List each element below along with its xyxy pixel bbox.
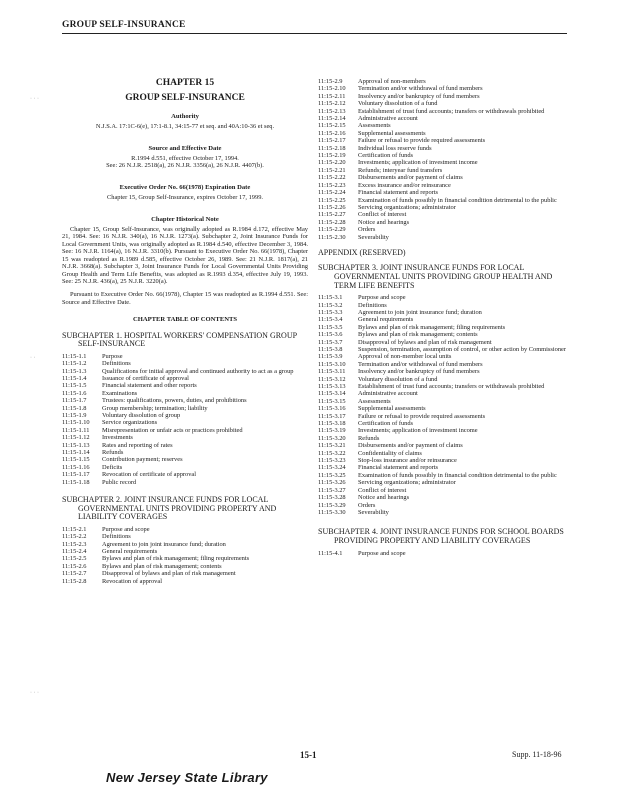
toc-entry	[62, 442, 308, 449]
toc-entry-number: 11:15-3.18	[318, 420, 346, 428]
toc-entry-text: Supplemental assessments	[358, 405, 426, 413]
toc-entry	[62, 555, 308, 562]
toc-entry-text: Establishment of trust fund accounts; transfers or withdrawals prohibited	[358, 107, 545, 115]
toc-entry-text: Insolvency and/or bankruptcy of fund members	[358, 92, 480, 100]
toc-entry-number: 11:15-3.5	[318, 323, 343, 331]
toc-entry	[318, 509, 568, 516]
toc-entry	[318, 204, 568, 211]
toc-entry-text: Examinations	[102, 389, 138, 397]
toc-entry-number: 11:15-1.14	[62, 449, 90, 456]
toc-entry-number: 11:15-2.9	[318, 78, 343, 85]
toc-entry-number: 11:15-3.3	[318, 308, 343, 316]
toc-entry-number: 11:15-2.3	[62, 540, 87, 548]
toc-entry-text: Supplemental assessments	[358, 129, 426, 137]
toc-entry-number: 11:15-3.20	[318, 434, 346, 442]
toc-entry-text: Agreement to join joint insurance fund; duration	[102, 540, 226, 548]
toc-entry	[62, 397, 308, 404]
toc-entry	[318, 435, 568, 442]
toc-entry-number: 11:15-2.23	[318, 181, 346, 189]
toc-entry	[318, 197, 568, 204]
exec-order-heading: Executive Order No. 66(1978) Expiration Date	[119, 183, 251, 191]
toc-entry-text: Termination and/or withdrawal of fund members	[358, 360, 483, 368]
toc-entry-text: Suspension, termination, assumption of control, or other action by Commissioner	[358, 345, 567, 353]
toc-entry-number: 11:15-2.30	[318, 233, 346, 241]
toc-entry	[62, 570, 308, 577]
toc-entry-text: Certification of funds	[358, 152, 414, 160]
toc-entry-text: Severability	[358, 233, 389, 241]
running-title: GROUP SELF-INSURANCE	[62, 20, 186, 30]
chapter-title: GROUP SELF-INSURANCE	[125, 93, 245, 104]
toc-entry-text: Voluntary dissolution of a fund	[358, 375, 438, 383]
toc-entry-text: Voluntary dissolution of a fund	[358, 100, 438, 108]
toc-entry	[318, 494, 568, 501]
toc-entry-number: 11:15-3.28	[318, 494, 346, 502]
toc-entry	[62, 464, 308, 471]
toc-entry-text: Orders	[358, 501, 376, 509]
toc-entry-number: 11:15-2.12	[318, 100, 346, 108]
toc-entry	[318, 331, 568, 338]
toc-entry	[318, 550, 568, 557]
toc-entry-text: Investments; application of investment income	[358, 427, 478, 435]
toc-entry-text: Bylaws and plan of risk management; contents	[102, 562, 222, 570]
toc-entry	[62, 541, 308, 548]
toc-entry	[62, 548, 308, 555]
toc-entry-number: 11:15-3.23	[318, 457, 346, 465]
toc-entry	[62, 382, 308, 389]
toc-entry-text: Bylaws and plan of risk management; filing requirements	[102, 555, 250, 563]
toc-entry-number: 11:15-2.26	[318, 203, 346, 211]
toc-entry	[318, 93, 568, 100]
subchapter-1-title: SUBCHAPTER 1. HOSPITAL WORKERS' COMPENSATION GROUP SELF-INSURANCE	[62, 330, 297, 349]
toc-entry-number: 11:15-2.5	[62, 555, 87, 563]
toc-entry	[318, 442, 568, 449]
toc-entry	[318, 211, 568, 218]
toc-entry	[62, 412, 308, 419]
toc-entry-text: Notice and hearings	[358, 218, 410, 226]
toc-entry-text: Investments; application of investment income	[358, 159, 478, 167]
toc-entry-text: General requirements	[102, 548, 158, 556]
toc-entry-number: 11:15-3.29	[318, 501, 346, 509]
toc-entry-text: Certification of funds	[358, 420, 414, 428]
subchapter-4-title: SUBCHAPTER 4. JOINT INSURANCE FUNDS FOR SCHOOL BOARDS PROVIDING PROPERTY AND LIABILITY COVERAGES	[318, 527, 564, 545]
toc-entry-text: Administrative account	[358, 115, 418, 123]
toc-entry-text: Disbursements and/or payment of claims	[358, 174, 463, 182]
toc-entry	[318, 316, 568, 323]
toc-entry-text: Disapproval of bylaws and plan of risk management	[102, 570, 236, 578]
toc-entry-number: 11:15-2.19	[318, 152, 346, 160]
authority-text: N.J.S.A. 17:1C-6(e), 17:1-8.1, 34:15-77 et seq. and 40A:10-36 et seq.	[95, 123, 275, 131]
toc-entry	[318, 346, 568, 353]
toc-entry	[318, 108, 568, 115]
toc-entry-number: 11:15-3.19	[318, 427, 346, 435]
toc-entry	[318, 339, 568, 346]
toc-entry-text: Confidentiality of claims	[358, 449, 422, 457]
toc-entry	[62, 419, 308, 426]
exec-order-text: Chapter 15, Group Self-Insurance, expires October 17, 1999.	[107, 194, 263, 202]
toc-entry-number: 11:15-3.21	[318, 442, 346, 450]
toc-entry-number: 11:15-2.11	[318, 92, 346, 100]
toc-entry-number: 11:15-3.26	[318, 479, 346, 487]
toc-entry	[62, 427, 308, 434]
toc-entry	[62, 405, 308, 412]
toc-entry	[318, 122, 568, 129]
toc-entry-number: 11:15-2.25	[318, 196, 346, 204]
toc-entry-number: 11:15-1.12	[62, 434, 90, 442]
toc-entry-text: Insolvency and/or bankruptcy of fund members	[358, 368, 480, 376]
toc-entry-number: 11:15-3.24	[318, 464, 346, 472]
toc-entry-number: 11:15-3.15	[318, 397, 346, 405]
toc-entry	[318, 174, 568, 181]
toc-entry-number: 11:15-2.22	[318, 174, 346, 182]
toc-entry-number: 11:15-2.13	[318, 107, 346, 115]
toc-entry-text: Conflict of interest	[358, 486, 407, 494]
toc-entry-number: 11:15-2.18	[318, 144, 346, 152]
toc-entry-text: Issuance of certificate of approval	[102, 374, 189, 382]
toc-entry-text: Group membership; termination; liability	[102, 404, 208, 412]
toc-entry	[318, 152, 568, 159]
toc-entry-number: 11:15-3.1	[318, 294, 343, 302]
toc-entry-text: Misrepresentation or unfair acts or practices prohibited	[102, 426, 243, 434]
toc-entry-number: 11:15-2.4	[62, 548, 87, 556]
source-text-2: See: 26 N.J.R. 2518(a), 26 N.J.R. 3356(a), 26 N.J.R. 4407(b).	[106, 162, 264, 170]
toc-entry-number: 11:15-2.24	[318, 189, 346, 197]
toc-entry-text: Termination and/or withdrawal of fund members	[358, 85, 483, 93]
toc-entry-number: 11:15-2.1	[62, 525, 87, 533]
toc-entry-number: 11:15-1.9	[62, 411, 87, 419]
toc-entry-text: Examination of funds possibly in financial condition detrimental to the public	[358, 471, 557, 479]
toc-entry-number: 11:15-3.27	[318, 486, 346, 494]
toc-entry-number: 11:15-4.1	[318, 549, 343, 557]
toc-entry-text: Disbursements and/or payment of claims	[358, 442, 463, 450]
toc-entry-number: 11:15-2.17	[318, 137, 346, 145]
toc-entry	[318, 302, 568, 309]
toc-entry-text: Qualifications for initial approval and continued authority to act as a group	[102, 367, 294, 375]
toc-entry-number: 11:15-2.29	[318, 226, 346, 234]
toc-entry	[318, 100, 568, 107]
toc-entry-number: 11:15-2.14	[318, 115, 346, 123]
toc-entry	[318, 78, 568, 85]
toc-entry	[62, 368, 308, 375]
toc-entry-number: 11:15-2.7	[62, 570, 87, 578]
toc-entry-text: Investments	[102, 434, 133, 442]
toc-entry	[62, 526, 308, 533]
toc-entry	[318, 182, 568, 189]
toc-entry	[318, 457, 568, 464]
toc-entry-number: 11:15-3.2	[318, 301, 343, 309]
toc-entry	[318, 472, 568, 479]
toc-entry-text: Trustees: qualifications, powers, duties, and prohibitions	[102, 397, 247, 405]
toc-entry	[62, 375, 308, 382]
toc-entry-text: Failure or refusal to provide required assessments	[358, 137, 486, 145]
toc-entry-number: 11:15-3.8	[318, 345, 343, 353]
toc-entry-number: 11:15-3.30	[318, 508, 346, 516]
toc-entry-number: 11:15-1.13	[62, 441, 90, 449]
toc-entry	[318, 390, 568, 397]
toc-entry-text: Failure or refusal to provide required assessments	[358, 412, 486, 420]
toc-entry	[318, 383, 568, 390]
left-column	[62, 78, 308, 585]
library-stamp: New Jersey State Library	[106, 770, 268, 785]
toc-entry-number: 11:15-2.6	[62, 562, 87, 570]
subchapter-4-list	[318, 550, 568, 557]
toc-entry-text: Purpose and scope	[358, 294, 406, 302]
toc-entry-text: Disapproval of bylaws and plan of risk management	[358, 338, 492, 346]
toc-entry	[318, 159, 568, 166]
toc-entry	[62, 479, 308, 486]
toc-entry-number: 11:15-1.11	[62, 426, 90, 434]
toc-entry-text: Refunds	[102, 449, 124, 456]
toc-entry	[318, 353, 568, 360]
toc-entry-text: Deficits	[102, 463, 123, 471]
toc-entry-text: Revocation of approval	[102, 577, 162, 585]
toc-entry	[318, 479, 568, 486]
toc-entry	[318, 226, 568, 233]
history-text-2: Pursuant to Executive Order No. 66(1978), Chapter 15 was readopted as R.1994 d.551. See: Source and Effective Date.	[62, 291, 308, 306]
toc-entry	[318, 487, 568, 494]
scan-speck: · · ·	[30, 690, 39, 696]
toc-entry-number: 11:15-2.21	[318, 166, 346, 174]
chapter-number: CHAPTER 15	[155, 78, 215, 88]
history-heading: Chapter Historical Note	[151, 215, 219, 223]
toc-entry-text: Orders	[358, 226, 376, 234]
toc-entry-number: 11:15-1.3	[62, 367, 87, 375]
toc-entry	[318, 502, 568, 509]
right-column	[318, 78, 568, 557]
source-text-1: R.1994 d.551, effective October 17, 1994.	[131, 155, 239, 163]
toc-entry-text: Contribution payment; reserves	[102, 456, 183, 464]
toc-entry-number: 11:15-2.2	[62, 533, 87, 541]
toc-entry-text: Bylaws and plan of risk management; filing requirements	[358, 323, 506, 331]
toc-entry-text: Administrative account	[358, 390, 418, 398]
toc-entry-text: Bylaws and plan of risk management; contents	[358, 331, 478, 339]
toc-entry-text: Notice and hearings	[358, 494, 410, 502]
toc-entry	[318, 405, 568, 412]
toc-entry-number: 11:15-3.17	[318, 412, 346, 420]
supplement-date: Supp. 11-18-96	[512, 750, 562, 759]
toc-entry	[318, 189, 568, 196]
toc-entry	[62, 353, 308, 360]
toc-entry-text: Approval of non-member local units	[358, 353, 452, 361]
toc-entry	[318, 376, 568, 383]
source-heading: Source and Effective Date	[148, 144, 222, 152]
toc-entry	[318, 413, 568, 420]
toc-entry-text: Financial statement and other reports	[102, 382, 197, 390]
subchapter-2-continued-list	[318, 78, 568, 241]
toc-entry-number: 11:15-1.6	[62, 389, 87, 397]
toc-entry	[318, 464, 568, 471]
toc-entry	[318, 420, 568, 427]
toc-entry-text: Financial statement and reports	[358, 464, 439, 472]
toc-entry-number: 11:15-1.10	[62, 419, 90, 427]
toc-entry-number: 11:15-2.10	[318, 85, 346, 93]
toc-entry-number: 11:15-1.4	[62, 374, 87, 382]
toc-entry-text: Servicing organizations; administrator	[358, 203, 456, 211]
toc-entry-number: 11:15-3.22	[318, 449, 346, 457]
scan-speck: · ·	[30, 355, 36, 361]
toc-entry	[62, 533, 308, 540]
toc-entry-text: Severability	[358, 508, 389, 516]
running-header	[62, 20, 567, 34]
toc-entry-text: Agreement to join joint insurance fund; duration	[358, 308, 482, 316]
toc-entry-text: Approval of non-members	[358, 78, 426, 85]
toc-entry	[318, 324, 568, 331]
toc-entry-number: 11:15-3.12	[318, 375, 346, 383]
toc-entry	[62, 434, 308, 441]
toc-entry-text: Purpose and scope	[102, 525, 150, 533]
toc-entry-number: 11:15-1.17	[62, 471, 90, 479]
toc-entry-text: Stop-loss insurance and/or reinsurance	[358, 457, 457, 465]
toc-entry	[318, 294, 568, 301]
toc-entry-text: Definitions	[102, 360, 131, 368]
toc-entry	[62, 471, 308, 478]
toc-entry-text: Rates and reporting of rates	[102, 441, 173, 449]
toc-entry-number: 11:15-2.8	[62, 577, 87, 585]
toc-entry	[318, 219, 568, 226]
toc-entry-text: Service organizations	[102, 419, 158, 427]
toc-entry-number: 11:15-3.25	[318, 471, 346, 479]
subchapter-1-list	[62, 353, 308, 486]
toc-entry-number: 11:15-2.15	[318, 122, 346, 130]
toc-entry-text: Individual loss reserve funds	[358, 144, 432, 152]
toc-entry	[318, 167, 568, 174]
toc-entry-text: Establishment of trust fund accounts; transfers or withdrawals prohibited	[358, 383, 545, 390]
subchapter-3-title: SUBCHAPTER 3. JOINT INSURANCE FUNDS FOR LOCAL GOVERNMENTAL UNITS PROVIDING GROUP HEALTH AND TERM LIFE BENEFITS	[318, 263, 553, 290]
toc-entry-number: 11:15-1.16	[62, 463, 90, 471]
toc-entry-number: 11:15-1.1	[62, 352, 87, 360]
toc-entry-number: 11:15-3.7	[318, 338, 343, 346]
toc-entry-text: Assessments	[358, 397, 391, 405]
toc-entry-number: 11:15-1.15	[62, 456, 90, 464]
toc-entry-number: 11:15-3.16	[318, 405, 346, 413]
toc-entry-number: 11:15-1.7	[62, 397, 87, 405]
toc-entry-text: Excess insurance and/or reinsurance	[358, 181, 451, 189]
toc-entry	[318, 85, 568, 92]
toc-heading: CHAPTER TABLE OF CONTENTS	[132, 316, 238, 324]
toc-entry	[318, 361, 568, 368]
toc-entry	[62, 449, 308, 456]
toc-entry	[318, 137, 568, 144]
toc-entry-text: Revocation of certificate of approval	[102, 471, 197, 479]
toc-entry	[318, 130, 568, 137]
toc-entry	[318, 234, 568, 241]
toc-entry-text: General requirements	[358, 316, 414, 324]
toc-entry-text: Refunds	[358, 434, 380, 442]
toc-entry-text: Conflict of interest	[358, 211, 407, 219]
toc-entry	[318, 145, 568, 152]
toc-entry-number: 11:15-1.8	[62, 404, 87, 412]
toc-entry-number: 11:15-3.9	[318, 353, 343, 361]
subchapter-2-list	[62, 526, 308, 585]
toc-entry-number: 11:15-3.6	[318, 331, 343, 339]
toc-entry	[318, 309, 568, 316]
toc-entry-number: 11:15-3.10	[318, 360, 346, 368]
toc-entry-text: Definitions	[102, 533, 131, 541]
subchapter-2-title: SUBCHAPTER 2. JOINT INSURANCE FUNDS FOR LOCAL GOVERNMENTAL UNITS PROVIDING PROPERTY AND LIABILITY COVERAGES	[62, 495, 277, 522]
toc-entry	[62, 563, 308, 570]
page-number: 15-1	[300, 750, 317, 760]
toc-entry	[318, 115, 568, 122]
toc-entry-number: 11:15-2.28	[318, 218, 346, 226]
toc-entry-number: 11:15-2.27	[318, 211, 346, 219]
toc-entry-text: Financial statement and reports	[358, 189, 439, 197]
toc-entry-text: Servicing organizations; administrator	[358, 479, 456, 487]
toc-entry	[318, 450, 568, 457]
toc-entry	[318, 427, 568, 434]
toc-entry-text: Refunds; interyear fund transfers	[358, 166, 443, 174]
toc-entry	[318, 368, 568, 375]
toc-entry-number: 11:15-3.4	[318, 316, 343, 324]
toc-entry-text: Definitions	[358, 301, 387, 309]
toc-entry-number: 11:15-2.16	[318, 129, 346, 137]
history-text-1: Chapter 15, Group Self-Insurance, was originally adopted as R.1984 d.172, effective May 21, 1984. See: 16 N.J.R. 340(a), 16 N.J.R. 1273(a). Subchapter 2, Joint Insurance Funds for Local Government Units, was originally adopted as R.1984 d.540, effective December 3, 1984. See: 16 N.J.R. 1164(a), 16 N.J.R. 3310(b). Pursuant to Executive Order No. 66(1978), Chapter 15 was readopted as R.1989 d.585, effective October 26, 1989. See: 21 N.J.R. 1817(a), 21 N.J.R. 3668(a). Subchapter 3, Joint Insurance Funds for Local Governmental Units Providing Group Health and Term Life Benefits, was adopted as R.1993 d.354, effective July 19, 1993. See: 25 N.J.R. 436(a), 25 N.J.R. 3220(a).	[62, 226, 308, 285]
toc-entry	[62, 578, 308, 585]
toc-entry-number: 11:15-1.2	[62, 360, 87, 368]
scan-speck: · · ·	[30, 96, 39, 102]
toc-entry-text: Assessments	[358, 122, 391, 130]
authority-heading: Authority	[171, 112, 199, 120]
toc-entry-number: 11:15-3.13	[318, 383, 346, 390]
toc-entry-text: Voluntary dissolution of group	[102, 411, 181, 419]
toc-entry-number: 11:15-1.18	[62, 478, 90, 486]
toc-entry-text: Purpose and scope	[358, 549, 406, 557]
toc-entry-text: Purpose	[102, 352, 123, 360]
toc-entry-number: 11:15-3.11	[318, 368, 346, 376]
toc-entry-text: Public record	[102, 478, 137, 486]
toc-entry	[62, 456, 308, 463]
appendix-label: APPENDIX (RESERVED)	[318, 247, 406, 257]
toc-entry	[318, 398, 568, 405]
toc-entry-number: 11:15-2.20	[318, 159, 346, 167]
toc-entry	[62, 360, 308, 367]
toc-entry	[62, 390, 308, 397]
toc-entry-text: Examination of funds possibly in financial condition detrimental to the public	[358, 196, 557, 204]
toc-entry-number: 11:15-3.14	[318, 390, 346, 398]
toc-entry-number: 11:15-1.5	[62, 382, 87, 390]
subchapter-3-list	[318, 294, 568, 516]
